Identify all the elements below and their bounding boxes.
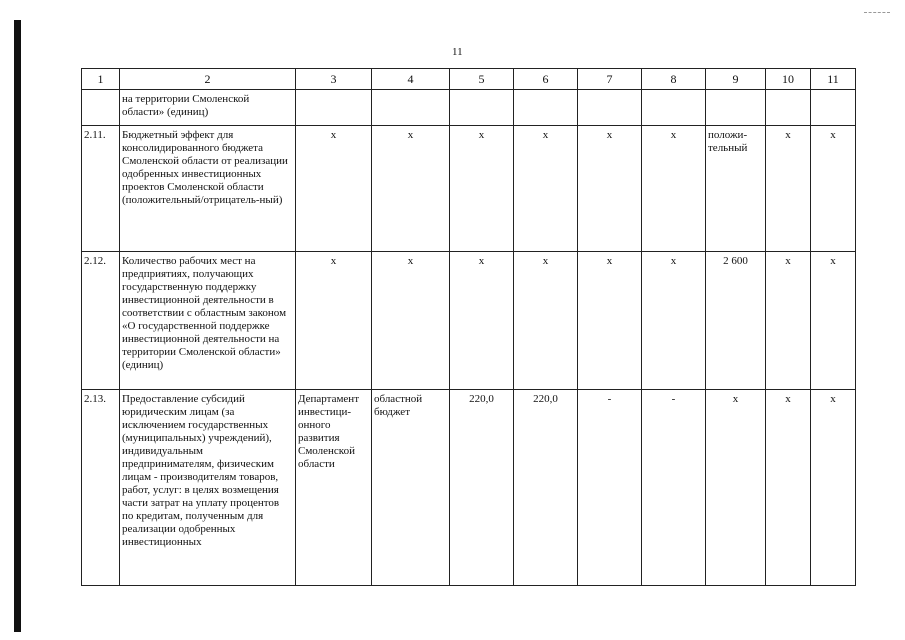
value-cell-7 xyxy=(578,90,642,126)
value-cell-8: х xyxy=(642,252,706,390)
value-cell-9: 2 600 xyxy=(706,252,766,390)
header-cell-5: 5 xyxy=(450,69,514,90)
value-cell-10: х xyxy=(766,126,811,252)
source-cell: х xyxy=(372,126,450,252)
value-cell-6: 220,0 xyxy=(514,390,578,586)
scan-edge-bar xyxy=(14,20,21,632)
value-cell-6 xyxy=(514,90,578,126)
value-cell-6: х xyxy=(514,126,578,252)
source-cell: областной бюджет xyxy=(372,390,450,586)
header-cell-11: 11 xyxy=(811,69,856,90)
value-cell-9 xyxy=(706,90,766,126)
responsible-cell: Департамент инвестици-онного развития Смоленской области xyxy=(296,390,372,586)
source-cell: х xyxy=(372,252,450,390)
value-cell-8: - xyxy=(642,390,706,586)
value-cell-9: положи-тельный xyxy=(706,126,766,252)
value-cell-11: х xyxy=(811,252,856,390)
header-cell-6: 6 xyxy=(514,69,578,90)
scan-artifact-mark xyxy=(864,12,890,14)
row-number: 2.13. xyxy=(82,390,120,586)
value-cell-5: х xyxy=(450,252,514,390)
row-number: 2.11. xyxy=(82,126,120,252)
responsible-cell xyxy=(296,90,372,126)
header-cell-3: 3 xyxy=(296,69,372,90)
value-cell-8: х xyxy=(642,126,706,252)
header-cell-9: 9 xyxy=(706,69,766,90)
responsible-cell: х xyxy=(296,252,372,390)
value-cell-5: х xyxy=(450,126,514,252)
header-cell-8: 8 xyxy=(642,69,706,90)
source-cell xyxy=(372,90,450,126)
row-number xyxy=(82,90,120,126)
indicator-name: Предоставление субсидий юридическим лицам (за исключением государственных (муниципальных) учреждений), индивидуальным предпринимателям, физическим лицам - производителям товаров, работ, услуг: в целях возмещения части затрат на уплату процентов по кредитам, полученным для реализации одобренных инвестиционных xyxy=(120,390,296,586)
header-cell-10: 10 xyxy=(766,69,811,90)
responsible-cell: х xyxy=(296,126,372,252)
indicators-table xyxy=(81,68,856,586)
value-cell-9: х xyxy=(706,390,766,586)
value-cell-5 xyxy=(450,90,514,126)
table-row xyxy=(82,90,856,126)
value-cell-10: х xyxy=(766,252,811,390)
value-cell-10: х xyxy=(766,390,811,586)
indicator-name: Бюджетный эффект для консолидированного бюджета Смоленской области от реализации одобренных инвестиционных проектов Смоленской области (положительный/отрицатель-ный) xyxy=(120,126,296,252)
header-cell-7: 7 xyxy=(578,69,642,90)
value-cell-7: - xyxy=(578,390,642,586)
table-row xyxy=(82,126,856,252)
indicator-name: Количество рабочих мест на предприятиях, получающих государственную поддержку инвестиционной деятельности в соответствии с областным законом «О государственной поддержке инвестиционной деятельности на территории Смоленской области» (единиц) xyxy=(120,252,296,390)
row-number: 2.12. xyxy=(82,252,120,390)
value-cell-5: 220,0 xyxy=(450,390,514,586)
value-cell-11: х xyxy=(811,126,856,252)
value-cell-8 xyxy=(642,90,706,126)
table-row xyxy=(82,390,856,586)
header-cell-2: 2 xyxy=(120,69,296,90)
header-cell-1: 1 xyxy=(82,69,120,90)
table-row xyxy=(82,252,856,390)
indicator-name: на территории Смоленской области» (единиц) xyxy=(120,90,296,126)
value-cell-7: х xyxy=(578,126,642,252)
header-cell-4: 4 xyxy=(372,69,450,90)
value-cell-7: х xyxy=(578,252,642,390)
value-cell-11: х xyxy=(811,390,856,586)
column-number-row xyxy=(82,69,856,90)
value-cell-11 xyxy=(811,90,856,126)
page-number: 11 xyxy=(452,46,463,58)
value-cell-6: х xyxy=(514,252,578,390)
value-cell-10 xyxy=(766,90,811,126)
